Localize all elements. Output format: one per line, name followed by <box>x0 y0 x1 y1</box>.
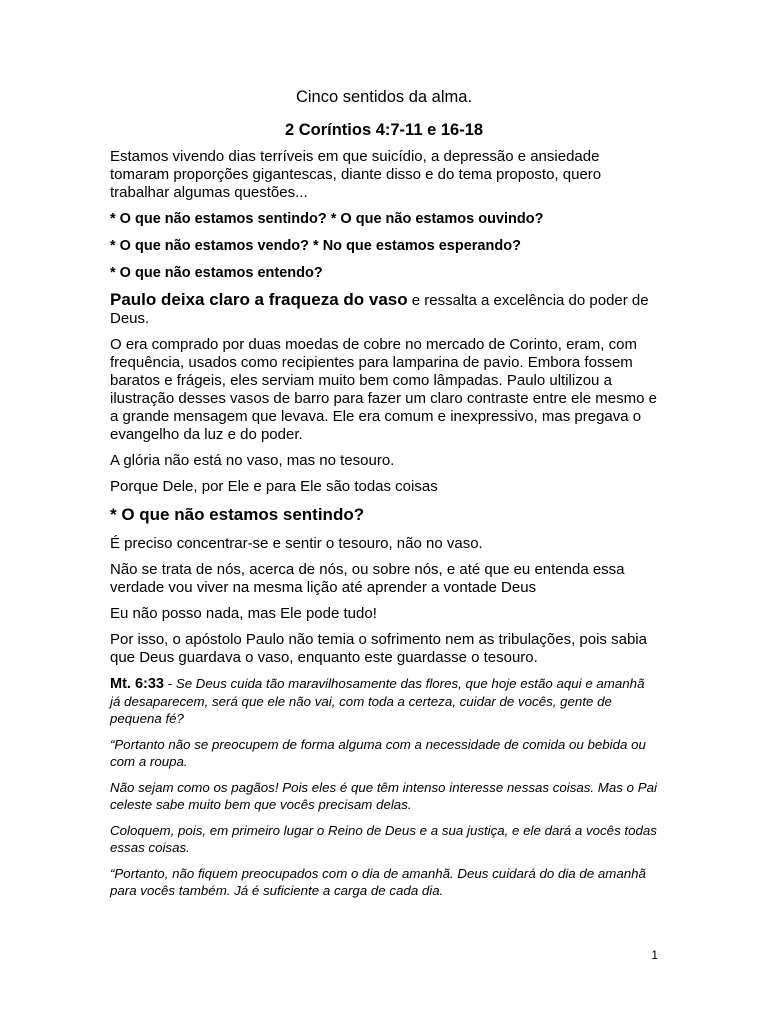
eu-nao-posso-paragraph: Eu não posso nada, mas Ele pode tudo! <box>110 605 377 622</box>
intro-paragraph: Estamos vivendo dias terríveis em que suicídio, a depressão e ansiedade tomaram proporções gigantescas, diante disso e do tema proposto, quero trabalhar algumas questões... <box>110 148 602 201</box>
vaso-paragraph: O era comprado por duas moedas de cobre no mercado de Corinto, eram, com frequência, usados como recipientes para lamparina de pavio. Embora fossem baratos e frágeis, eles serviam muito bem como lâmpadas. Paulo ultilizou a ilustração desses vasos de barro para fazer um claro contraste entre ele mesmo e a grande mensagem que levava. Ele era comum e inexpressivo, mas pregava o evangelho da luz e do poder. <box>110 336 657 443</box>
quote-4: “Portanto, não fiquem preocupados com o dia de amanhã. Deus cuidará do dia de amanhã para vocês também. Já é suficiente a carga de cada dia. <box>110 866 646 898</box>
quote-2: Não sejam como os pagãos! Pois eles é que têm intenso interesse nessas coisas. Mas o Pai celeste sabe muito bem que vocês precisam delas. <box>110 780 657 812</box>
paulo-rest-text: e ressalta a excelência do poder de Deus. <box>110 292 649 327</box>
question-line-1: * O que não estamos sentindo? * O que não estamos ouvindo? <box>110 211 544 227</box>
porque-paragraph: Porque Dele, por Ele e para Ele são todas coisas <box>110 478 438 495</box>
gloria-paragraph: A glória não está no vaso, mas no tesouro. <box>110 452 395 469</box>
document-title: Cinco sentidos da alma. <box>295 88 473 106</box>
page-number: 1 <box>651 948 658 962</box>
quote-1: “Portanto não se preocupem de forma alguma com a necessidade de comida ou bebida ou com a roupa. <box>110 737 646 769</box>
question-line-2: * O que não estamos vendo? * No que estamos esperando? <box>110 238 521 254</box>
mt-text: Se Deus cuida tão maravilhosamente das flores, que hoje estão aqui e amanhã já desaparecem, será que ele não vai, com toda a certeza, cuidar de vocês, gente de pequena fé? <box>110 676 645 726</box>
document-subtitle: 2 Coríntios 4:7-11 e 16-18 <box>284 121 484 139</box>
preciso-paragraph: É preciso concentrar-se e sentir o tesouro, não no vaso. <box>110 535 483 552</box>
section-heading: * O que não estamos sentindo? <box>110 505 365 524</box>
nao-se-trata-paragraph: Não se trata de nós, acerca de nós, ou sobre nós, e até que eu entenda essa verdade vou viver na mesma lição até aprender a vontade Deus <box>110 561 625 596</box>
mt-quote <box>110 675 658 727</box>
paulo-bold-text: Paulo deixa claro a fraqueza do vaso <box>110 290 408 309</box>
por-isso-paragraph: Por isso, o apóstolo Paulo não temia o sofrimento nem as tribulações, pois sabia que Deus guardava o vaso, enquanto este guardasse o tesouro. <box>110 631 647 666</box>
quote-3: Coloquem, pois, em primeiro lugar o Reino de Deus e a sua justiça, e ele dará a vocês todas essas coisas. <box>110 823 657 855</box>
question-line-3: * O que não estamos entendo? <box>110 265 323 281</box>
mt-separator: - <box>164 676 176 691</box>
paulo-paragraph <box>110 291 658 328</box>
mt-reference: Mt. 6:33 <box>110 676 164 692</box>
